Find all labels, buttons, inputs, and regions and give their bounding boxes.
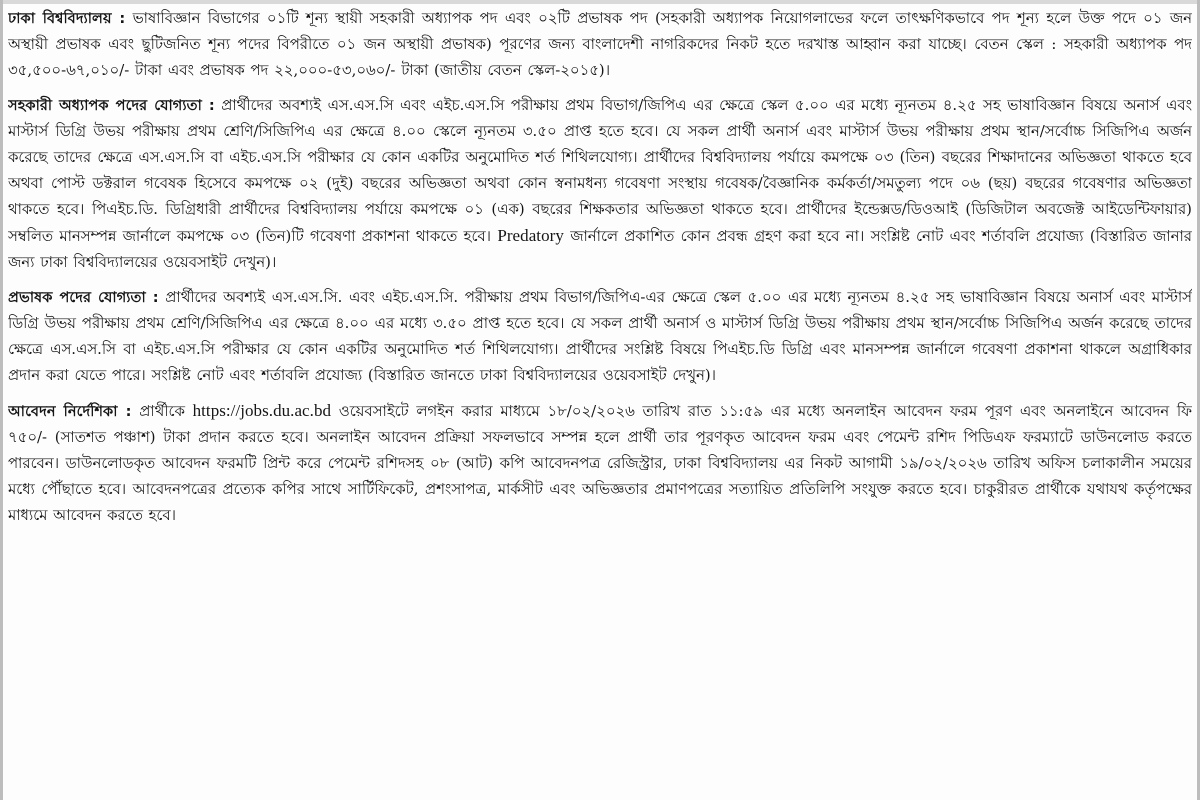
asst-prof-text-part2: জার্নালে প্রকাশিত কোন প্রবন্ধ গ্রহণ করা হবে না। সংশ্লিষ্ট নোট এবং শর্তাবলি প্রযোজ্য (বিস্তারিত জানার জন্য ঢাকা বিশ্ববিদ্যালয়ের ওয়েবসাইট দেখুন)।: [8, 228, 1192, 271]
jobs-website-url: https://jobs.du.ac.bd: [192, 401, 332, 420]
du-text: ভাষাবিজ্ঞান বিভাগের ০১টি শূন্য স্থায়ী সহকারী অধ্যাপক পদ এবং ০২টি প্রভাষক পদ (সহকারী অধ্যাপক নিয়োগলাভের ফলে তাৎক্ষণিকভাবে পদ শূন্য হলে উক্ত পদে ০১ জন অস্থায়ী প্রভাষক এবং ছুটিজনিত শূন্য পদের বিপরীতে ০১ জন অস্থায়ী প্রভাষক) পূরণের জন্য বাংলাদেশী নাগরিকদের নিকট হতে দরখাস্ত আহ্বান করা যাচ্ছে। বেতন স্কেল : সহকারী অধ্যাপক পদ ৩৫,৫০০-৬৭,০১০/- টাকা এবং প্রভাষক পদ ২২,০০০-৫৩,০৬০/- টাকা (জাতীয় বেতন স্কেল-২০১৫)।: [8, 10, 1192, 79]
asst-prof-heading: সহকারী অধ্যাপক পদের যোগ্যতা :: [8, 97, 215, 114]
du-heading: ঢাকা বিশ্ববিদ্যালয় :: [8, 10, 126, 27]
left-border: [0, 0, 3, 800]
top-border: [0, 0, 1200, 4]
apply-paragraph: [8, 398, 1192, 529]
lecturer-paragraph: [8, 285, 1192, 389]
apply-text-part1: প্রার্থীকে: [131, 403, 193, 420]
asst-prof-text-part1: প্রার্থীদের অবশ্যই এস.এস.সি এবং এইচ.এস.সি পরীক্ষায় প্রথম বিভাগ/জিপিএ এর ক্ষেত্রে স্কেল ৫.০০ এর মধ্যে ন্যূনতম ৪.২৫ সহ ভাষাবিজ্ঞান বিষয়ে অনার্স এবং মাস্টার্স ডিগ্রি উভয় পরীক্ষায় প্রথম শ্রেণি/সিজিপিএ এর ক্ষেত্রে ৪.০০ স্কেলে ন্যূনতম ৩.৫০ প্রাপ্ত হতে হবে। যে সকল প্রার্থী অনার্স এবং মাস্টার্স উভয় পরীক্ষায় প্রথম স্থান/সর্বোচ্চ সিজিপিএ অর্জন করেছে তাদের ক্ষেত্রে এস.এস.সি বা এইচ.এস.সি পরীক্ষার যে কোন একটির অনুমোদিত শর্ত শিথিলযোগ্য। প্রার্থীদের বিশ্ববিদ্যালয় পর্যায়ে কমপক্ষে ০৩ (তিন) বছরের শিক্ষাদানের অভিজ্ঞতা থাকতে হবে অথবা পোস্ট ডক্টরাল গবেষক হিসেবে কমপক্ষে ০২ (দুই) বছরের অভিজ্ঞতা অথবা কোন স্বনামধন্য গবেষণা সংস্থায় গবেষক/বৈজ্ঞানিক কর্মকর্তা/সমতুল্য পদে ০৬ (ছয়) বছরের গবেষণার অভিজ্ঞতা থাকতে হবে। পিএইচ.ডি. ডিগ্রিধারী প্রার্থীদের বিশ্ববিদ্যালয় পর্যায়ে কমপক্ষে ০১ (এক) বছরের শিক্ষকতার অভিজ্ঞতা থাকতে হবে। প্রার্থীদের ইন্ডেক্সড/ডিওআই (ডিজিটাল অবজেক্ট আইডেন্টিফায়ার) সম্বলিত মানসম্পন্ন জার্নালে কমপক্ষে ০৩ (তিন)টি গবেষণা প্রকাশনা থাকতে হবে।: [8, 97, 1192, 245]
apply-text-part2: ওয়েবসাইটে লগইন করার মাধ্যমে ১৮/০২/২০২৬ তারিখ রাত ১১:৫৯ এর মধ্যে অনলাইন আবেদন ফরম পূরণ এবং অনলাইনে আবেদন ফি ৭৫০/- (সাতশত পঞ্চাশ) টাকা প্রদান করতে হবে। অনলাইন আবেদন প্রক্রিয়া সফলভাবে সম্পন্ন হলে প্রার্থী তার পূরণকৃত আবেদন ফরম এবং পেমেন্ট রশিদ পিডিএফ ফরম্যাটে ডাউনলোড করতে পারবেন। ডাউনলোডকৃত আবেদন ফরমটি প্রিন্ট করে পেমেন্ট রশিদসহ ০৮ (আট) কপি আবেদনপত্র রেজিস্ট্রার, ঢাকা বিশ্ববিদ্যালয় এর নিকট আগামী ১৯/০২/২০২৬ তারিখ অফিস চলাকালীন সময়ের মধ্যে পৌঁছাতে হবে। আবেদনপত্রের প্রত্যেক কপির সাথে সার্টিফিকেট, প্রশংসাপত্র, মার্কসীট এবং অভিজ্ঞতার প্রমাণপত্রের সত্যায়িত প্রতিলিপি সংযুক্ত করতে হবে। চাকুরীরত প্রার্থীকে যথাযথ কর্তৃপক্ষের মাধ্যমে আবেদন করতে হবে।: [8, 403, 1192, 524]
notice-body: [8, 6, 1192, 794]
apply-heading: আবেদন নির্দেশিকা :: [8, 403, 132, 420]
asst-prof-paragraph: [8, 93, 1192, 276]
lecturer-heading: প্রভাষক পদের যোগ্যতা :: [8, 289, 159, 306]
du-paragraph: [8, 6, 1192, 84]
asst-prof-predatory-term: Predatory: [497, 226, 564, 245]
lecturer-text: প্রার্থীদের অবশ্যই এস.এস.সি. এবং এইচ.এস.সি. পরীক্ষায় প্রথম বিভাগ/জিপিএ-এর ক্ষেত্রে স্কেল ৫.০০ এর মধ্যে ন্যূনতম ৪.২৫ সহ ভাষাবিজ্ঞান বিষয়ে অনার্স এবং মাস্টার্স ডিগ্রি উভয় পরীক্ষায় প্রথম শ্রেণি/সিজিপিএ এর ক্ষেত্রে ৪.০০ এর মধ্যে ৩.৫০ প্রাপ্ত হতে হবে। যে সকল প্রার্থী অনার্স ও মাস্টার্স ডিগ্রি উভয় পরীক্ষায় প্রথম স্থান/সর্বোচ্চ সিজিপিএ অর্জন করেছে তাদের ক্ষেত্রে এস.এস.সি বা এইচ.এস.সি পরীক্ষার যে কোন একটির অনুমোদিত শর্ত শিথিলযোগ্য। প্রার্থীদের সংশ্লিষ্ট বিষয়ে পিএইচ.ডি ডিগ্রি এবং মানসম্পন্ন জার্নালে গবেষণা প্রকাশনা থাকলে অগ্রাধিকার প্রদান করা যেতে পারে। সংশ্লিষ্ট নোট এবং শর্তাবলি প্রযোজ্য (বিস্তারিত জানতে ঢাকা বিশ্ববিদ্যালয়ের ওয়েবসাইট দেখুন)।: [8, 289, 1192, 384]
